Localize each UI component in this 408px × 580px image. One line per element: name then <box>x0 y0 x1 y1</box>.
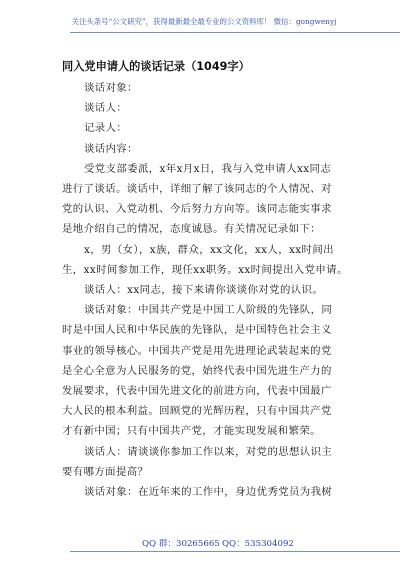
field-recorder: 记录人： <box>84 122 128 135</box>
body-line: 是地介绍自己的情况，态度诚恳。有关情况记录如下： <box>62 223 321 236</box>
body-line: 大人民的根本利益。回顾党的光辉历程，只有中国共产党 <box>62 405 332 418</box>
body-line: 发展要求，代表中国先进文化的前进方向，代表中国最广 <box>62 385 332 398</box>
body-line: 时是中国人民和中华民族的先锋队，是中国特色社会主义 <box>62 324 332 337</box>
body-line: 受党支部委派，x年x月x日，我与入党申请人xx同志 <box>84 162 332 175</box>
body-line: 党的认识、入党动机、今后努力方向等。该同志能实事求 <box>62 203 332 216</box>
body-line: 生，xx时间参加工作，现任xx职务。xx时间提出入党申请。 <box>62 263 348 276</box>
body-line: 谈话人：xx同志，接下来请你谈谈你对党的认识。 <box>84 284 324 297</box>
header-divider <box>70 32 400 33</box>
field-interviewee: 谈话对象： <box>84 82 138 94</box>
footer-qq-group: QQ 群：30265665 <box>142 539 220 549</box>
body-line: x，男（女），x族，群众，xx文化，xx人，xx时间出 <box>84 243 334 256</box>
body-line: 进行了谈话。谈话中，详细了解了该同志的个人情况、对 <box>62 183 332 196</box>
body-line: 是全心全意为人民服务的党，始终代表中国先进生产力的 <box>62 364 332 377</box>
page-header-banner: 关注头条号“公文研究”，获得最新最全最专业的公文资料库！ 微信：gongwenyj <box>71 17 337 26</box>
body-line: 要有哪方面提高？ <box>62 465 149 478</box>
body-line: 才有新中国；只有中国共产党，才能实现发展和繁荣。 <box>62 425 321 438</box>
body-line: 谈话对象：中国共产党是中国工人阶级的先锋队，同 <box>84 304 333 317</box>
field-content: 谈话内容： <box>84 142 138 155</box>
body-line: 事业的领导核心。中国共产党是用先进理论武装起来的党 <box>62 344 332 357</box>
field-interviewer: 谈话人： <box>84 102 128 115</box>
body-line: 谈话对象：在近年来的工作中，身边优秀党员为我树 <box>84 486 333 499</box>
footer-qq: QQ：535304092 <box>222 539 294 549</box>
document-title: 同入党申请人的谈话记录（1049字） <box>62 60 250 73</box>
footer-divider <box>70 551 400 552</box>
document-body <box>62 78 358 502</box>
body-line: 谈话人：请谈谈你参加工作以来，对党的思想认识主 <box>84 445 333 458</box>
